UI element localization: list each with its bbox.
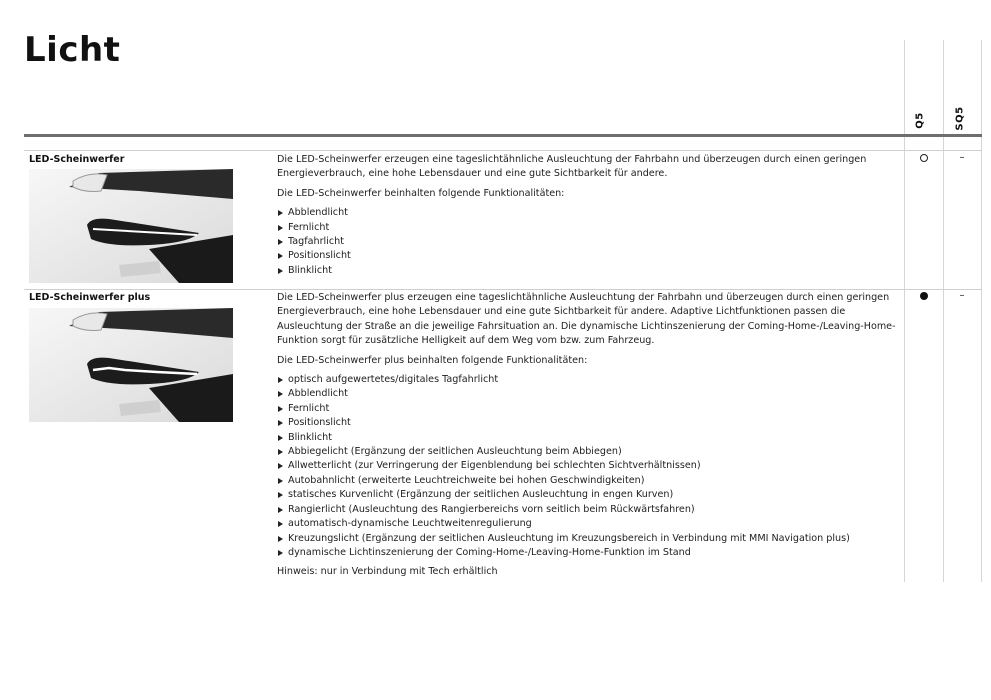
list-item: Blinklicht xyxy=(277,264,899,278)
list-item: dynamische Lichtinszenierung der Coming-Home-/Leaving-Home-Funktion im Stand xyxy=(277,546,899,560)
row-title: LED-Scheinwerfer plus xyxy=(29,292,151,303)
description-paragraph: Die LED-Scheinwerfer beinhalten folgende Funktionalitäten: xyxy=(277,187,565,199)
column-header-sq5: SQ5 xyxy=(954,106,966,131)
filled-circle-icon xyxy=(920,292,928,300)
note-text: Hinweis: nur in Verbindung mit Tech erhältlich xyxy=(277,566,498,578)
row-description xyxy=(277,291,899,585)
list-item: Kreuzungslicht (Ergänzung der seitlichen Ausleuchtung im Kreuzungsbereich in Verbindung mit MMI Navigation plus) xyxy=(277,532,899,546)
car-headlight-illustration xyxy=(29,308,233,422)
list-item: Abbiegelicht (Ergänzung der seitlichen Ausleuchtung beim Abbiegen) xyxy=(277,445,899,459)
list-item: Rangierlicht (Ausleuchtung des Rangierbereichs vorn seitlich beim Rückwärtsfahren) xyxy=(277,503,899,517)
description-paragraph: Die LED-Scheinwerfer erzeugen eine tageslichtähnliche Ausleuchtung der Fahrbahn und überzeugen durch einen geringen Energieverbrauch, eine hohe Lebensdauer und eine gute Sichtbarkeit für andere. xyxy=(277,154,867,180)
row-title: LED-Scheinwerfer xyxy=(29,154,125,165)
open-circle-icon xyxy=(920,154,928,162)
description-paragraph: Die LED-Scheinwerfer plus erzeugen eine tageslichtähnliche Ausleuchtung der Fahrbahn und überzeugen durch einen geringen Energieverbrauch, eine hohe Lebensdauer und eine gute Sichtbarkeit für andere. Adaptive Lichtfunktionen passen die Ausleuchtung der Straße an die jeweilige Fahrsituation an. Die dynamische Lichtinszenierung der Coming-Home-/Leaving-Home-Funktion sorgt für zusätzliche Helligkeit auf dem Weg vom bzw. zum Fahrzeug. xyxy=(277,292,896,347)
column-header-q5: Q5 xyxy=(914,112,926,129)
list-item: Fernlicht xyxy=(277,221,899,235)
feature-list xyxy=(277,206,899,278)
list-item: Tagfahrlicht xyxy=(277,235,899,249)
page-title: Licht xyxy=(24,30,121,70)
list-item: Fernlicht xyxy=(277,402,899,416)
description-paragraph: Die LED-Scheinwerfer plus beinhalten folgende Funktionalitäten: xyxy=(277,354,588,366)
list-item: Abblendlicht xyxy=(277,387,899,401)
column-divider xyxy=(943,40,944,582)
headlight-image xyxy=(29,169,233,283)
sq5-availability: – xyxy=(959,290,965,301)
list-item: Allwetterlicht (zur Verringerung der Eigenblendung bei schlechten Sichtverhältnissen) xyxy=(277,459,899,473)
sq5-availability: – xyxy=(959,152,965,163)
q5-standard-marker xyxy=(904,292,944,303)
list-item: Abblendlicht xyxy=(277,206,899,220)
q5-optional-marker xyxy=(904,154,944,165)
column-divider xyxy=(904,40,905,582)
headlight-image xyxy=(29,308,233,422)
column-divider xyxy=(981,40,982,582)
car-headlight-illustration xyxy=(29,169,233,283)
list-item: Blinklicht xyxy=(277,431,899,445)
list-item: Autobahnlicht (erweiterte Leuchtreichweite bei hohen Geschwindigkeiten) xyxy=(277,474,899,488)
header-rule xyxy=(24,134,982,137)
feature-list xyxy=(277,373,899,560)
list-item: Positionslicht xyxy=(277,416,899,430)
list-item: optisch aufgewertetes/digitales Tagfahrlicht xyxy=(277,373,899,387)
row-divider xyxy=(24,289,982,290)
list-item: automatisch-dynamische Leuchtweitenregulierung xyxy=(277,517,899,531)
row-description xyxy=(277,153,899,283)
list-item: Positionslicht xyxy=(277,249,899,263)
row-divider xyxy=(24,150,982,151)
list-item: statisches Kurvenlicht (Ergänzung der seitlichen Ausleuchtung in engen Kurven) xyxy=(277,488,899,502)
